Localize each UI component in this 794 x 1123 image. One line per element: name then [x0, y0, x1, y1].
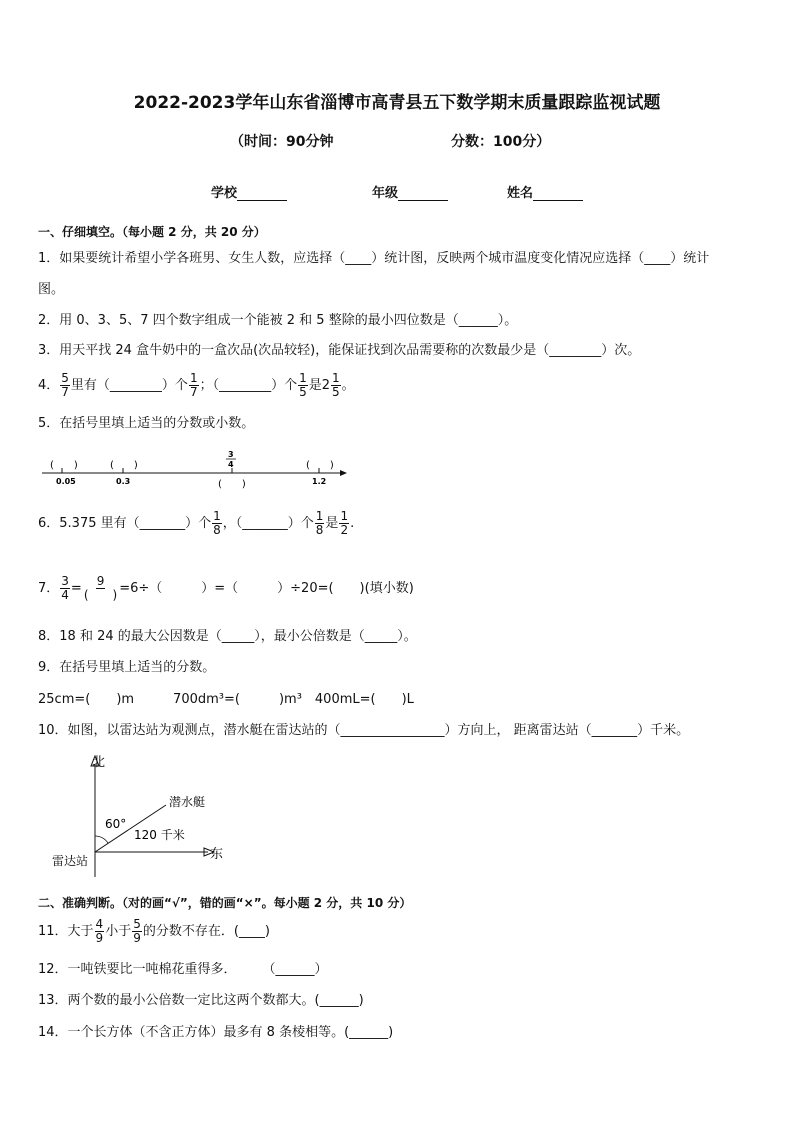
school-field[interactable]: [211, 182, 287, 201]
question-14: 14．一个长方体（不含正方体）最多有 8 条棱相等。(______): [38, 1025, 394, 1040]
question-6: 6．5.375 里有（_______）个 $\frac{1}{8}$ ，（_______）个 $\frac{1}{8}$ 是 $\frac{1}{2}$ .: [38, 509, 355, 537]
grade-label: 年级: [372, 186, 399, 201]
question-11: 11．大于 $\frac{4}{9}$ 小于 $\frac{5}{9}$ 的分数不存在．(____): [38, 917, 270, 945]
fraction: $\frac{1}{8}$: [213, 509, 221, 537]
fraction: $\frac{1}{2}$: [340, 509, 349, 537]
fraction: $\frac{1}{5}$: [332, 371, 340, 399]
question-5: 5．在括号里填上适当的分数或小数。: [38, 416, 255, 431]
tick-label-0.05: 0.05: [56, 477, 76, 486]
name-field[interactable]: [507, 182, 583, 201]
fraction: $\frac{1}{8}$: [315, 509, 324, 537]
section1-heading: 一、仔细填空。（每小题 2 分，共 20 分）: [38, 225, 266, 239]
distance-label: 120 千米: [134, 828, 185, 842]
blank-3: ( ): [306, 460, 334, 471]
tick-label-0.3: 0.3: [116, 477, 131, 486]
station-label: 雷达站: [52, 854, 89, 868]
grade-blank[interactable]: [398, 187, 448, 201]
fraction: $\frac{3}{4}$: [61, 574, 69, 602]
angle-arc: [95, 836, 108, 843]
fraction: $\frac{5}{9}$: [133, 917, 141, 945]
tick-label-1.2: 1.2: [312, 477, 327, 486]
question-9: 9．在括号里填上适当的分数。: [38, 660, 216, 675]
question-9-blanks: 25cm=( )m 700dm³=( )m³ 400mL=( )L: [38, 692, 414, 707]
fraction: $\frac{1}{5}$: [299, 371, 307, 399]
blank-0: ( ): [50, 460, 78, 471]
question-8: 8．18 和 24 的最大公因数是（_____），最小公倍数是（_____）。: [38, 629, 417, 644]
fraction: $\frac{5}{7}$: [61, 371, 69, 399]
number-line-arrow: [340, 470, 347, 476]
fraction: $\frac{1}{7}$: [189, 371, 198, 399]
east-label: 东: [210, 847, 224, 862]
submarine-label: 潜水艇: [169, 795, 206, 809]
blank-2: ( ): [218, 479, 246, 490]
page-title: 2022-2023学年山东省淄博市高青县五下数学期末质量跟踪监视试题: [133, 93, 661, 113]
fraction: $\frac{4}{9}$: [95, 917, 104, 945]
question-12: 12．一吨铁要比一吨棉花重得多． （______）: [38, 962, 328, 977]
question-10: 10．如图，以雷达站为观测点，潜水艇在雷达站的（________________）方向上， 距离雷达站（_______）千米。: [38, 723, 690, 738]
exam-score: 分数：100分）: [451, 134, 551, 150]
question-1-line1: 1．如果要统计希望小学各班男、女生人数，应选择（____）统计图，反映两个城市温度变化情况应选择（____）统计: [38, 251, 710, 266]
north-label: 北: [92, 755, 106, 770]
question-2: 2．用 0、3、5、7 四个数字组成一个能被 2 和 5 整除的最小四位数是（______）。: [38, 313, 518, 328]
question-7: 7． $\frac{3}{4}$ = $\frac{9}{( )}$ =6÷（ ）=（ ）÷20=( )(填小数): [38, 574, 414, 602]
grade-field[interactable]: [372, 182, 448, 201]
school-label: 学校: [211, 186, 238, 201]
radar-diagram: [48, 752, 238, 880]
section2-heading: 二、准确判断。（对的画“√”，错的画“×”。每小题 2 分，共 10 分）: [38, 896, 412, 910]
frac-denominator: 4: [228, 460, 234, 469]
school-blank[interactable]: [237, 187, 287, 201]
fraction: $\frac{9}{( )}$: [83, 574, 118, 602]
blank-1: ( ): [110, 460, 138, 471]
frac-numerator: 3: [228, 450, 234, 459]
question-4: 4． $\frac{5}{7}$ 里有（________）个 $\frac{1}{7}$ ；（________）个 $\frac{1}{5}$ 是2 $\frac{1}{5}$ 。: [38, 371, 355, 399]
name-label: 姓名: [507, 186, 534, 201]
exam-time: （时间：90分钟: [230, 134, 334, 150]
question-3: 3．用天平找 24 盒牛奶中的一盒次品(次品较轻)，能保证找到次品需要称的次数最少是（________）次。: [38, 343, 641, 358]
name-blank[interactable]: [533, 187, 583, 201]
question-1-line2: 图。: [38, 282, 65, 297]
question-13: 13．两个数的最小公倍数一定比这两个数都大。(______): [38, 993, 364, 1008]
number-line: [38, 446, 358, 492]
angle-label: 60°: [105, 817, 127, 831]
